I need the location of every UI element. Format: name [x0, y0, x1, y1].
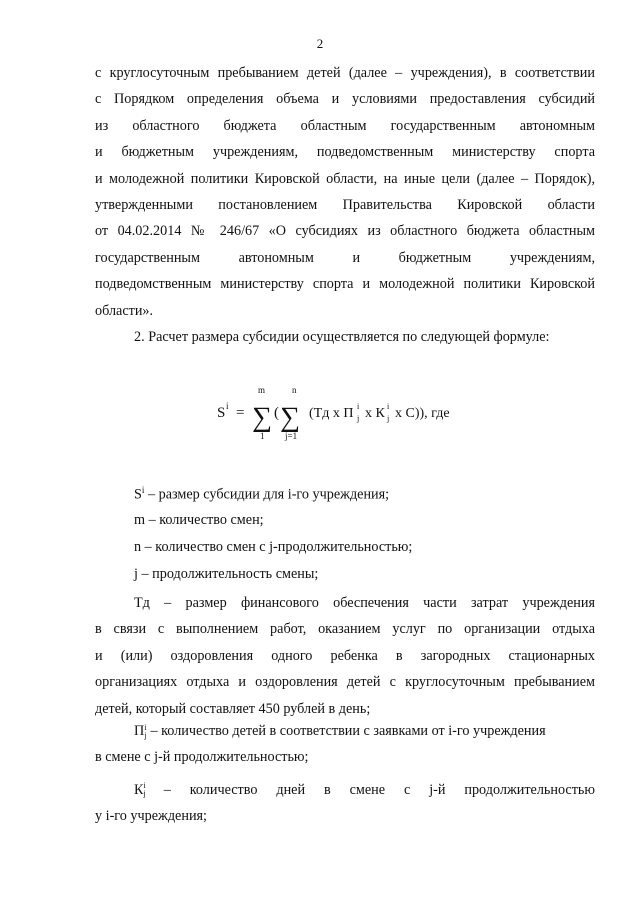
text-line: Тд – размер финансового обеспечения части затрат учреждения: [134, 595, 595, 611]
formula-lhs-sup: i: [226, 401, 229, 411]
formula-eq: =: [236, 405, 245, 421]
p-def-line1: – количество детей в соответствии с заявками от i-го учреждения: [150, 723, 546, 739]
text-line: из областного бюджета областным государственным автономным: [95, 117, 595, 134]
inner-sum-icon: ∑: [280, 402, 300, 433]
clause-2-text: 2. Расчет размера субсидии осуществляется по следующей формуле:: [134, 329, 550, 345]
text-line: подведомственным министерству спорта и молодежной политики Кировской: [95, 276, 595, 293]
def-m: m – количество смен;: [134, 512, 264, 528]
text-line: организациях отдыха и оздоровления детей с круглосуточным пребыванием: [95, 674, 595, 691]
formula-outer-top: m: [258, 385, 266, 395]
subsidy-formula: [215, 385, 455, 455]
svg-text:i: i: [387, 402, 390, 411]
formula-body-tail: x К: [365, 406, 385, 421]
clause-2: [134, 324, 604, 350]
outer-sum-icon: ∑: [252, 402, 272, 433]
text-line: от 04.02.2014 № 246/67 «О субсидиях из областного бюджета областным: [95, 223, 595, 240]
text-line: с круглосуточным пребыванием детей (далее – учреждения), в соответствии: [95, 65, 595, 81]
formula-lhs: S: [217, 405, 226, 421]
p-def-line2: в смене с j-й продолжительностью;: [95, 749, 309, 766]
k-def-line2: у i-го учреждения;: [95, 808, 208, 825]
formula-body-end: x С)), где: [395, 406, 450, 421]
formula-body: (Тд x П: [309, 406, 354, 421]
formula-inner-top: n: [292, 385, 297, 395]
formula-outer-bottom: 1: [260, 431, 265, 441]
svg-text:i: i: [357, 402, 360, 411]
text-line: и бюджетным учреждениям, подведомственным министерству спорта: [95, 144, 595, 161]
td-paragraph: [95, 590, 595, 722]
p-definition: П i j – количество детей в соответствии с заявками от i-го учреждения в смене с j-й продолжительностью;: [95, 718, 595, 771]
svg-text:(: (: [274, 405, 279, 421]
text-line: детей, который составляет 450 рублей в день;: [95, 700, 371, 717]
text-line: и молодежной политики Кировской области, на иные цели (далее – Порядок),: [95, 170, 595, 187]
text-line: в связи с выполнением работ, оказанием услуг по организации отдыха: [95, 621, 595, 638]
svg-text:j: j: [387, 414, 390, 423]
text-line: и (или) оздоровления одного ребенка в загородных стационарных: [95, 647, 595, 664]
intro-paragraph: [95, 60, 595, 324]
text-line: области».: [95, 302, 154, 319]
text-line: государственным автономным и бюджетным учреждениям,: [95, 249, 595, 266]
k-def-line1: – количество дней в смене с j-й продолжительностью: [163, 782, 595, 798]
page-number: 2: [316, 36, 324, 51]
def-s: $S^i$ – размер субсидии для i-го учреждения;: [134, 485, 390, 503]
def-n: n – количество смен с j-продолжительностью;: [134, 539, 413, 555]
text-line: утвержденными постановлением Правительства Кировской области: [95, 196, 595, 213]
svg-text:j: j: [357, 414, 360, 423]
text-line: с Порядком определения объема и условиями предоставления субсидий: [95, 91, 595, 108]
formula-inner-bottom: j=1: [285, 431, 298, 441]
k-definition: К i j – количество дней в смене с j-й продолжительностью у i-го учреждения;: [95, 777, 595, 830]
def-j: j – продолжительность смены;: [134, 566, 319, 582]
